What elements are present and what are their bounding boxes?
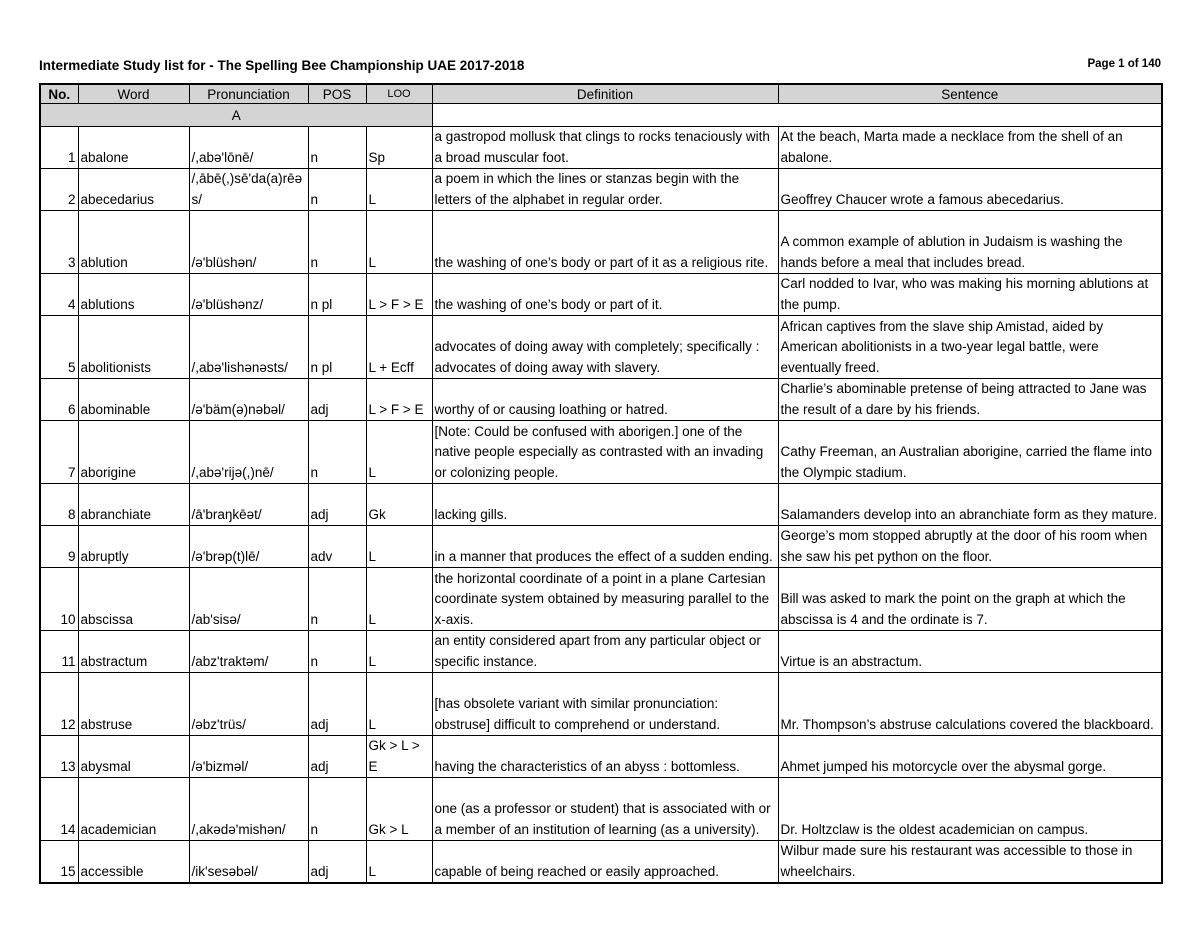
loo-cell: L > F > E xyxy=(366,379,432,421)
sentence-cell: Charlie’s abominable pretense of being attracted to Jane was the result of a dare by his friends. xyxy=(778,379,1162,421)
pronunciation-cell: /ā'braŋkēət/ xyxy=(189,484,308,526)
pronunciation-cell: /ə'blüshən/ xyxy=(189,211,308,274)
loo-cell: Gk > L xyxy=(366,778,432,841)
sentence-cell: Wilbur made sure his restaurant was accessible to those in wheelchairs. xyxy=(778,841,1162,884)
loo-cell: L xyxy=(366,841,432,884)
word-number: 11 xyxy=(40,631,78,673)
document-title: Intermediate Study list for - The Spelling Bee Championship UAE 2017-2018 xyxy=(39,58,525,73)
word-cell: abominable xyxy=(78,379,189,421)
word-number: 3 xyxy=(40,211,78,274)
sentence-cell: Ahmet jumped his motorcycle over the abysmal gorge. xyxy=(778,736,1162,778)
sentence-cell: Salamanders develop into an abranchiate form as they mature. xyxy=(778,484,1162,526)
pos-cell: n xyxy=(308,169,366,211)
table-row xyxy=(40,673,1162,736)
word-number: 5 xyxy=(40,316,78,379)
table-row xyxy=(40,631,1162,673)
definition-cell: the horizontal coordinate of a point in a plane Cartesian coordinate system obtained by measuring parallel to the x-axis. xyxy=(432,568,778,631)
pos-cell: n xyxy=(308,568,366,631)
definition-cell: a gastropod mollusk that clings to rocks tenaciously with a broad muscular foot. xyxy=(432,127,778,169)
pronunciation-cell: /,akədə'mishən/ xyxy=(189,778,308,841)
table-row xyxy=(40,568,1162,631)
loo-cell: L + Ecff xyxy=(366,316,432,379)
page-number: Page 1 of 140 xyxy=(1087,58,1161,70)
word-number: 9 xyxy=(40,526,78,568)
definition-cell: lacking gills. xyxy=(432,484,778,526)
word-number: 1 xyxy=(40,127,78,169)
table-row xyxy=(40,211,1162,274)
table-row xyxy=(40,736,1162,778)
pos-cell: n xyxy=(308,127,366,169)
pronunciation-cell: /ə'blüshənz/ xyxy=(189,274,308,316)
sentence-cell: Cathy Freeman, an Australian aborigine, carried the flame into the Olympic stadium. xyxy=(778,421,1162,484)
sentence-cell: George’s mom stopped abruptly at the door of his room when she saw his pet python on the floor. xyxy=(778,526,1162,568)
section-letter: A xyxy=(40,104,432,127)
definition-cell: in a manner that produces the effect of a sudden ending. xyxy=(432,526,778,568)
pos-cell: n xyxy=(308,421,366,484)
table-row xyxy=(40,274,1162,316)
word-number: 10 xyxy=(40,568,78,631)
column-header-sentence: Sentence xyxy=(778,84,1162,104)
loo-cell: L xyxy=(366,673,432,736)
table-row xyxy=(40,421,1162,484)
loo-cell: Gk > L > E xyxy=(366,736,432,778)
word-cell: abolitionists xyxy=(78,316,189,379)
word-number: 7 xyxy=(40,421,78,484)
pos-cell: adj xyxy=(308,736,366,778)
header-row xyxy=(40,84,1162,104)
sentence-cell: Virtue is an abstractum. xyxy=(778,631,1162,673)
pronunciation-cell: /ə'bäm(ə)nəbəl/ xyxy=(189,379,308,421)
sentence-cell: At the beach, Marta made a necklace from the shell of an abalone. xyxy=(778,127,1162,169)
word-cell: aborigine xyxy=(78,421,189,484)
pos-cell: n pl xyxy=(308,274,366,316)
column-header-definition: Definition xyxy=(432,84,778,104)
pos-cell: n xyxy=(308,778,366,841)
word-cell: accessible xyxy=(78,841,189,884)
pronunciation-cell: /ab'sisə/ xyxy=(189,568,308,631)
pronunciation-cell: /ik'sesəbəl/ xyxy=(189,841,308,884)
definition-cell: the washing of one’s body or part of it as a religious rite. xyxy=(432,211,778,274)
word-cell: abranchiate xyxy=(78,484,189,526)
sentence-cell: Dr. Holtzclaw is the oldest academician on campus. xyxy=(778,778,1162,841)
column-header-pos: POS xyxy=(308,84,366,104)
pronunciation-cell: /,abə'lishənəsts/ xyxy=(189,316,308,379)
word-cell: abruptly xyxy=(78,526,189,568)
pos-cell: adv xyxy=(308,526,366,568)
definition-cell: having the characteristics of an abyss : bottomless. xyxy=(432,736,778,778)
word-number: 4 xyxy=(40,274,78,316)
definition-cell: advocates of doing away with completely; specifically : advocates of doing away with slavery. xyxy=(432,316,778,379)
definition-cell: the washing of one’s body or part of it. xyxy=(432,274,778,316)
pronunciation-cell: /,abə'lōnē/ xyxy=(189,127,308,169)
word-cell: ablutions xyxy=(78,274,189,316)
section-letter-blank xyxy=(432,104,1162,127)
word-number: 15 xyxy=(40,841,78,884)
pos-cell: adj xyxy=(308,841,366,884)
loo-cell: L xyxy=(366,526,432,568)
sentence-cell: Carl nodded to Ivar, who was making his morning ablutions at the pump. xyxy=(778,274,1162,316)
pos-cell: adj xyxy=(308,379,366,421)
pos-cell: adj xyxy=(308,673,366,736)
table-row xyxy=(40,778,1162,841)
word-cell: abalone xyxy=(78,127,189,169)
column-header-pronunciation: Pronunciation xyxy=(189,84,308,104)
table-row xyxy=(40,316,1162,379)
word-number: 14 xyxy=(40,778,78,841)
loo-cell: L xyxy=(366,568,432,631)
loo-cell: L xyxy=(366,169,432,211)
loo-cell: Gk xyxy=(366,484,432,526)
table-row xyxy=(40,841,1162,884)
page-header xyxy=(39,57,1161,77)
pronunciation-cell: /ə'bizməl/ xyxy=(189,736,308,778)
word-number: 2 xyxy=(40,169,78,211)
column-header-loo: LOO xyxy=(366,84,432,104)
definition-cell: [Note: Could be confused with aborigen.] one of the native people especially as contrasted with an invading or colonizing people. xyxy=(432,421,778,484)
pronunciation-cell: /,abə'rijə(,)nē/ xyxy=(189,421,308,484)
pronunciation-cell: /ə'brəp(t)lē/ xyxy=(189,526,308,568)
word-cell: abecedarius xyxy=(78,169,189,211)
word-cell: academician xyxy=(78,778,189,841)
word-cell: ablution xyxy=(78,211,189,274)
column-header-no: No. xyxy=(40,84,78,104)
definition-cell: an entity considered apart from any particular object or specific instance. xyxy=(432,631,778,673)
table-row xyxy=(40,127,1162,169)
word-cell: abscissa xyxy=(78,568,189,631)
pos-cell: n pl xyxy=(308,316,366,379)
pos-cell: n xyxy=(308,631,366,673)
sentence-cell: African captives from the slave ship Amistad, aided by American abolitionists in a two-year legal battle, were eventually freed. xyxy=(778,316,1162,379)
definition-cell: [has obsolete variant with similar pronunciation: obstruse] difficult to comprehend or understand. xyxy=(432,673,778,736)
sentence-cell: Geoffrey Chaucer wrote a famous abecedarius. xyxy=(778,169,1162,211)
pronunciation-cell: /abz'traktəm/ xyxy=(189,631,308,673)
definition-cell: capable of being reached or easily approached. xyxy=(432,841,778,884)
pronunciation-cell: /,ābē(,)sē'da(a)rēəs/ xyxy=(189,169,308,211)
loo-cell: L xyxy=(366,421,432,484)
word-cell: abstractum xyxy=(78,631,189,673)
table-row xyxy=(40,169,1162,211)
table-row xyxy=(40,484,1162,526)
loo-cell: L > F > E xyxy=(366,274,432,316)
sentence-cell: Bill was asked to mark the point on the graph at which the abscissa is 4 and the ordinate is 7. xyxy=(778,568,1162,631)
sentence-cell: Mr. Thompson’s abstruse calculations covered the blackboard. xyxy=(778,673,1162,736)
loo-cell: L xyxy=(366,211,432,274)
sentence-cell: A common example of ablution in Judaism is washing the hands before a meal that includes bread. xyxy=(778,211,1162,274)
pronunciation-cell: /əbz'trüs/ xyxy=(189,673,308,736)
word-cell: abstruse xyxy=(78,673,189,736)
pos-cell: adj xyxy=(308,484,366,526)
column-header-word: Word xyxy=(78,84,189,104)
definition-cell: one (as a professor or student) that is associated with or a member of an institution of learning (as a university). xyxy=(432,778,778,841)
definition-cell: worthy of or causing loathing or hatred. xyxy=(432,379,778,421)
loo-cell: L xyxy=(366,631,432,673)
word-number: 13 xyxy=(40,736,78,778)
word-cell: abysmal xyxy=(78,736,189,778)
loo-cell: Sp xyxy=(366,127,432,169)
study-list-table xyxy=(39,83,1163,884)
table-row xyxy=(40,526,1162,568)
table-row xyxy=(40,379,1162,421)
section-letter-row xyxy=(40,104,1162,127)
pos-cell: n xyxy=(308,211,366,274)
word-number: 12 xyxy=(40,673,78,736)
word-number: 8 xyxy=(40,484,78,526)
word-number: 6 xyxy=(40,379,78,421)
definition-cell: a poem in which the lines or stanzas begin with the letters of the alphabet in regular order. xyxy=(432,169,778,211)
